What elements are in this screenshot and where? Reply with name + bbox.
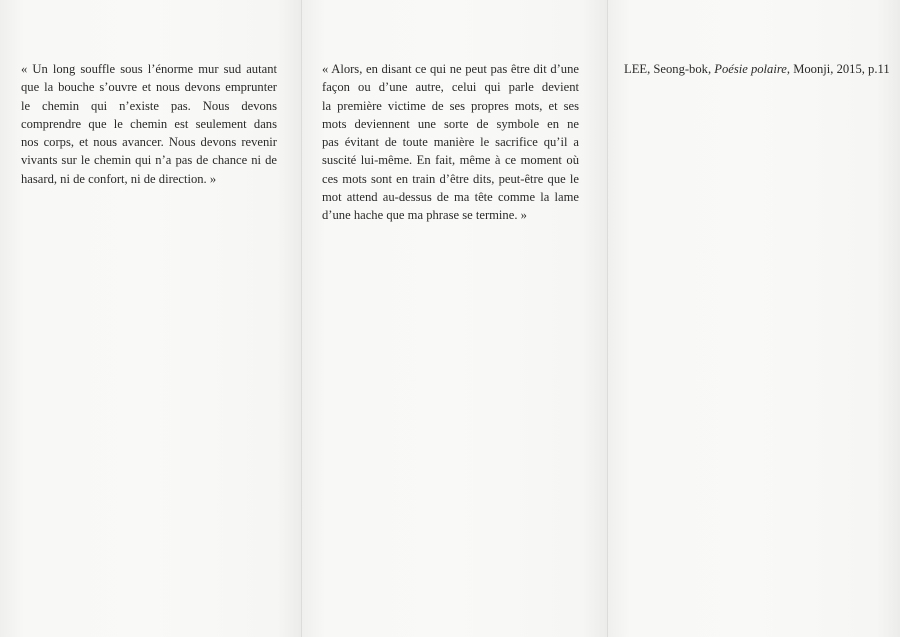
quote-line: mot attend au-dessus de ma tête comme la lame [322,190,579,205]
panel-right [607,0,900,637]
quote-line: la première victime de ses propres mots, et ses [322,98,579,113]
panel-middle [301,0,607,637]
quote-line: mots deviennent une sorte de symbole en ne [322,116,579,131]
citation [624,62,890,76]
quote-line: nos corps, et nous avancer. Nous devons revenir [21,135,277,150]
citation-author: LEE, Seong-bok, [624,62,712,76]
quote-line: hasard, ni de confort, ni de direction. » [21,171,217,186]
quote-line: comprendre que le chemin est seulement dans [21,116,277,131]
quote-line: que la bouche s’ouvre et nous devons emprunter [21,80,277,95]
quote-line: pas évitant de toute manière le sacrifice qu’il a [322,135,579,150]
quote-line: le chemin qui n’existe pas. Nous devons [21,98,277,113]
quote-line: « Un long souffle sous l’énorme mur sud autant [21,62,277,76]
quote-line: ces mots sont en train d’être dits, peut-être que le [322,171,579,186]
panel-left [0,0,301,637]
quote-left [21,60,277,188]
quote-line: vivants sur le chemin qui n’a pas de chance ni de [21,153,277,168]
citation-title: Poésie polaire [714,62,787,76]
quote-line: « Alors, en disant ce qui ne peut pas être dit d’une [322,62,579,76]
quote-line: façon ou d’une autre, celui qui parle devient [322,80,579,95]
quote-line: d’une hache que ma phrase se termine. » [322,208,527,223]
quote-line: suscité lui-même. En fait, même à ce moment où [322,153,579,168]
citation-block [624,60,894,78]
quote-middle [322,60,579,225]
citation-rest: , Moonji, 2015, p.11 [786,62,890,76]
